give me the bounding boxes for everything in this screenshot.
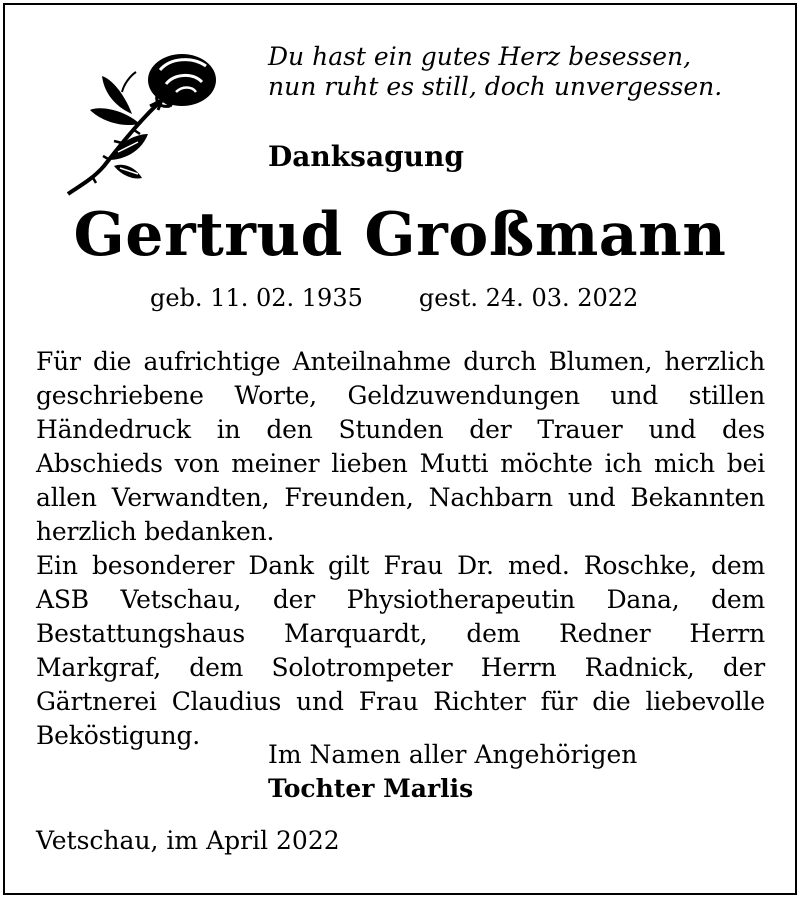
poem-line-2: nun ruht es still, doch unvergessen. xyxy=(268,72,723,101)
notice-heading: Danksagung xyxy=(268,140,464,173)
thanks-paragraph-1: Für die aufrichtige Anteilnahme durch Blumen, herzlich geschriebene Worte, Geldzuwendungen und stillen Händedruck in den Stunden der Trauer und des Abschieds von meiner lieben Mutti möchte ich mich bei allen Verwandten, Freunden, Nachbarn und Bekannten herzlich bedanken. xyxy=(36,347,765,546)
birth-date: geb. 11. 02. 1935 xyxy=(150,284,363,312)
death-date: gest. 24. 03. 2022 xyxy=(418,284,639,312)
thanks-paragraph-2: Ein besonderer Dank gilt Frau Dr. med. Roschke, dem ASB Vetschau, der Physiotherapeutin Dana, dem Bestattungshaus Marquardt, dem Redner Herrn Markgraf, dem Solotrompeter Herrn Radnick, der Gärtnerei Claudius und Frau Richter für die liebevolle Beköstigung. xyxy=(36,551,765,750)
place-and-date: Vetschau, im April 2022 xyxy=(36,826,340,855)
memorial-poem xyxy=(268,42,722,102)
rose-icon xyxy=(62,48,222,196)
deceased-name: Gertrud Großmann xyxy=(73,200,727,270)
poem-line-1: Du hast ein gutes Herz besessen, xyxy=(268,42,692,71)
signature-line: Im Namen aller Angehörigen xyxy=(268,740,638,769)
thanks-text xyxy=(36,345,765,753)
signature-block xyxy=(268,738,637,806)
life-dates xyxy=(150,284,638,312)
signature-name: Tochter Marlis xyxy=(268,774,474,803)
